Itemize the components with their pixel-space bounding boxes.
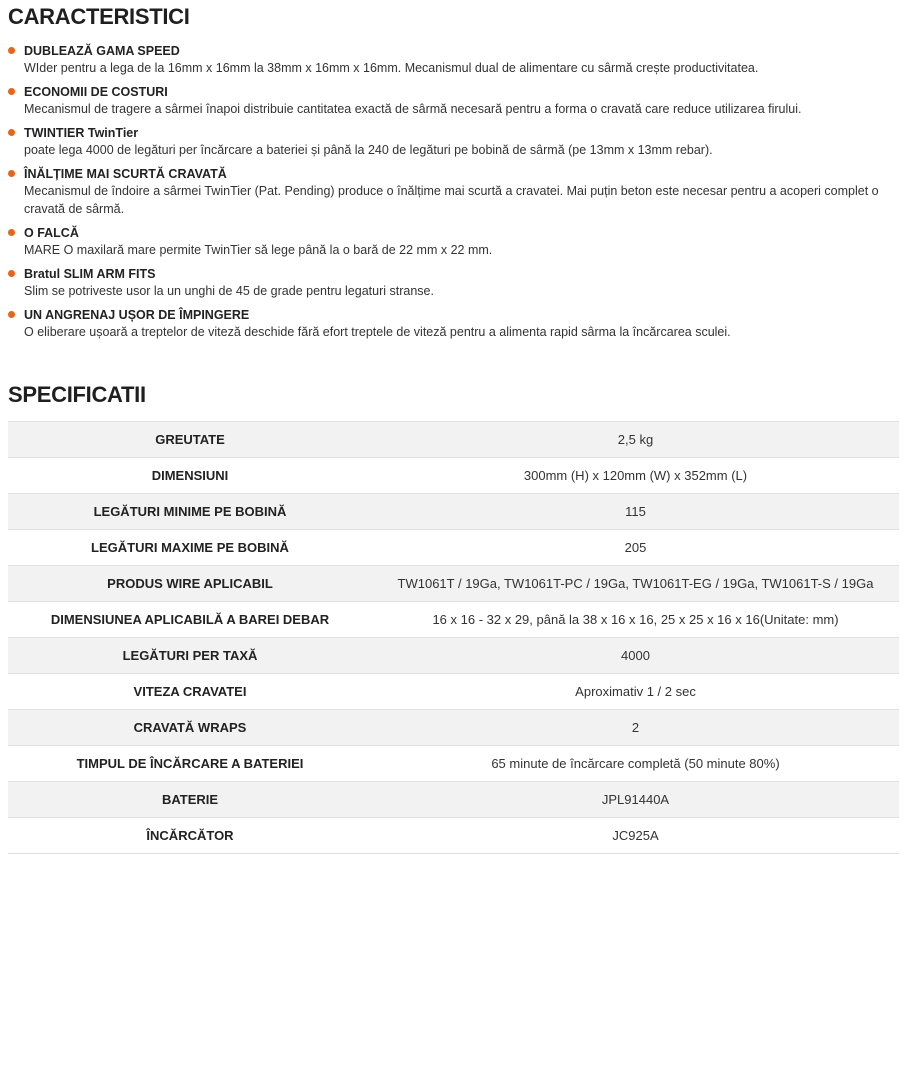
features-list bbox=[8, 43, 900, 341]
feature-item bbox=[8, 43, 900, 77]
feature-description: MARE O maxilară mare permite TwinTier să lege până la o bară de 22 mm x 22 mm. bbox=[24, 243, 493, 257]
bullet-icon bbox=[8, 170, 15, 177]
feature-item bbox=[8, 125, 900, 159]
table-row bbox=[8, 566, 899, 602]
feature-item bbox=[8, 166, 900, 218]
feature-item bbox=[8, 84, 900, 118]
bullet-icon bbox=[8, 88, 15, 95]
bullet-icon bbox=[8, 311, 15, 318]
bullet-icon bbox=[8, 47, 15, 54]
feature-description: poate lega 4000 de legături per încărcare a bateriei și până la 240 de legături pe bobină de sârmă (pe 13mm x 13mm rebar). bbox=[24, 143, 713, 157]
feature-description: O eliberare ușoară a treptelor de viteză deschide fără efort treptele de viteză pentru a alimenta rapid sârma la încărcarea sculei. bbox=[24, 325, 731, 339]
table-row bbox=[8, 530, 899, 566]
bullet-icon bbox=[8, 129, 15, 136]
feature-title: Bratul SLIM ARM FITS bbox=[24, 267, 156, 281]
specs-table bbox=[8, 421, 899, 854]
feature-title: DUBLEAZĂ GAMA SPEED bbox=[24, 44, 180, 58]
spec-label: ÎNCĂRCĂTOR bbox=[8, 818, 372, 854]
table-row bbox=[8, 674, 899, 710]
spec-label: VITEZA CRAVATEI bbox=[8, 674, 372, 710]
spec-value: 205 bbox=[372, 530, 899, 566]
spec-value: 2,5 kg bbox=[372, 422, 899, 458]
spec-label: DIMENSIUNI bbox=[8, 458, 372, 494]
bullet-icon bbox=[8, 229, 15, 236]
spec-label: PRODUS WIRE APLICABIL bbox=[8, 566, 372, 602]
table-row bbox=[8, 782, 899, 818]
feature-title: ECONOMII DE COSTURI bbox=[24, 85, 168, 99]
features-heading: CARACTERISTICI bbox=[8, 4, 190, 29]
spec-label: LEGĂTURI PER TAXĂ bbox=[8, 638, 372, 674]
table-row bbox=[8, 638, 899, 674]
table-row bbox=[8, 494, 899, 530]
table-row bbox=[8, 818, 899, 854]
spec-value: JC925A bbox=[372, 818, 899, 854]
spec-value: TW1061T / 19Ga, TW1061T-PC / 19Ga, TW1061T-EG / 19Ga, TW1061T-S / 19Ga bbox=[372, 566, 899, 602]
feature-description: WIder pentru a lega de la 16mm x 16mm la 38mm x 16mm x 16mm. Mecanismul dual de alimentare cu sârmă crește productivitatea. bbox=[24, 61, 759, 75]
feature-title: UN ANGRENAJ UȘOR DE ÎMPINGERE bbox=[24, 308, 250, 322]
table-row bbox=[8, 710, 899, 746]
spec-value: 16 x 16 - 32 x 29, până la 38 x 16 x 16, 25 x 25 x 16 x 16(Unitate: mm) bbox=[372, 602, 899, 638]
spec-value: Aproximativ 1 / 2 sec bbox=[372, 674, 899, 710]
spec-label: GREUTATE bbox=[8, 422, 372, 458]
feature-item bbox=[8, 266, 900, 300]
spec-value: 300mm (H) x 120mm (W) x 352mm (L) bbox=[372, 458, 899, 494]
spec-value: 65 minute de încărcare completă (50 minute 80%) bbox=[372, 746, 899, 782]
spec-label: BATERIE bbox=[8, 782, 372, 818]
table-row bbox=[8, 422, 899, 458]
feature-description: Mecanismul de tragere a sârmei înapoi distribuie cantitatea exactă de sârmă necesară pentru a forma o cravată care reduce utilizarea firului. bbox=[24, 102, 802, 116]
spec-label: DIMENSIUNEA APLICABILĂ A BAREI DEBAR bbox=[8, 602, 372, 638]
spec-label: LEGĂTURI MINIME PE BOBINĂ bbox=[8, 494, 372, 530]
feature-title: ÎNĂLȚIME MAI SCURTĂ CRAVATĂ bbox=[24, 167, 227, 181]
feature-description: Mecanismul de îndoire a sârmei TwinTier (Pat. Pending) produce o înălțime mai scurtă a cravatei. Mai puțin beton este necesar pentru a acoperi complet o cravată de sârmă. bbox=[24, 184, 879, 216]
feature-description: Slim se potriveste usor la un unghi de 45 de grade pentru legaturi stranse. bbox=[24, 284, 434, 298]
spec-label: LEGĂTURI MAXIME PE BOBINĂ bbox=[8, 530, 372, 566]
feature-title: O FALCĂ bbox=[24, 226, 79, 240]
spec-label: CRAVATĂ WRAPS bbox=[8, 710, 372, 746]
feature-item bbox=[8, 225, 900, 259]
table-row bbox=[8, 458, 899, 494]
bullet-icon bbox=[8, 270, 15, 277]
spec-value: 115 bbox=[372, 494, 899, 530]
spec-value: JPL91440A bbox=[372, 782, 899, 818]
spec-label: TIMPUL DE ÎNCĂRCARE A BATERIEI bbox=[8, 746, 372, 782]
table-row bbox=[8, 746, 899, 782]
feature-item bbox=[8, 307, 900, 341]
spec-value: 4000 bbox=[372, 638, 899, 674]
table-row bbox=[8, 602, 899, 638]
spec-value: 2 bbox=[372, 710, 899, 746]
feature-title: TWINTIER TwinTier bbox=[24, 126, 139, 140]
specs-heading: SPECIFICATII bbox=[8, 382, 146, 407]
